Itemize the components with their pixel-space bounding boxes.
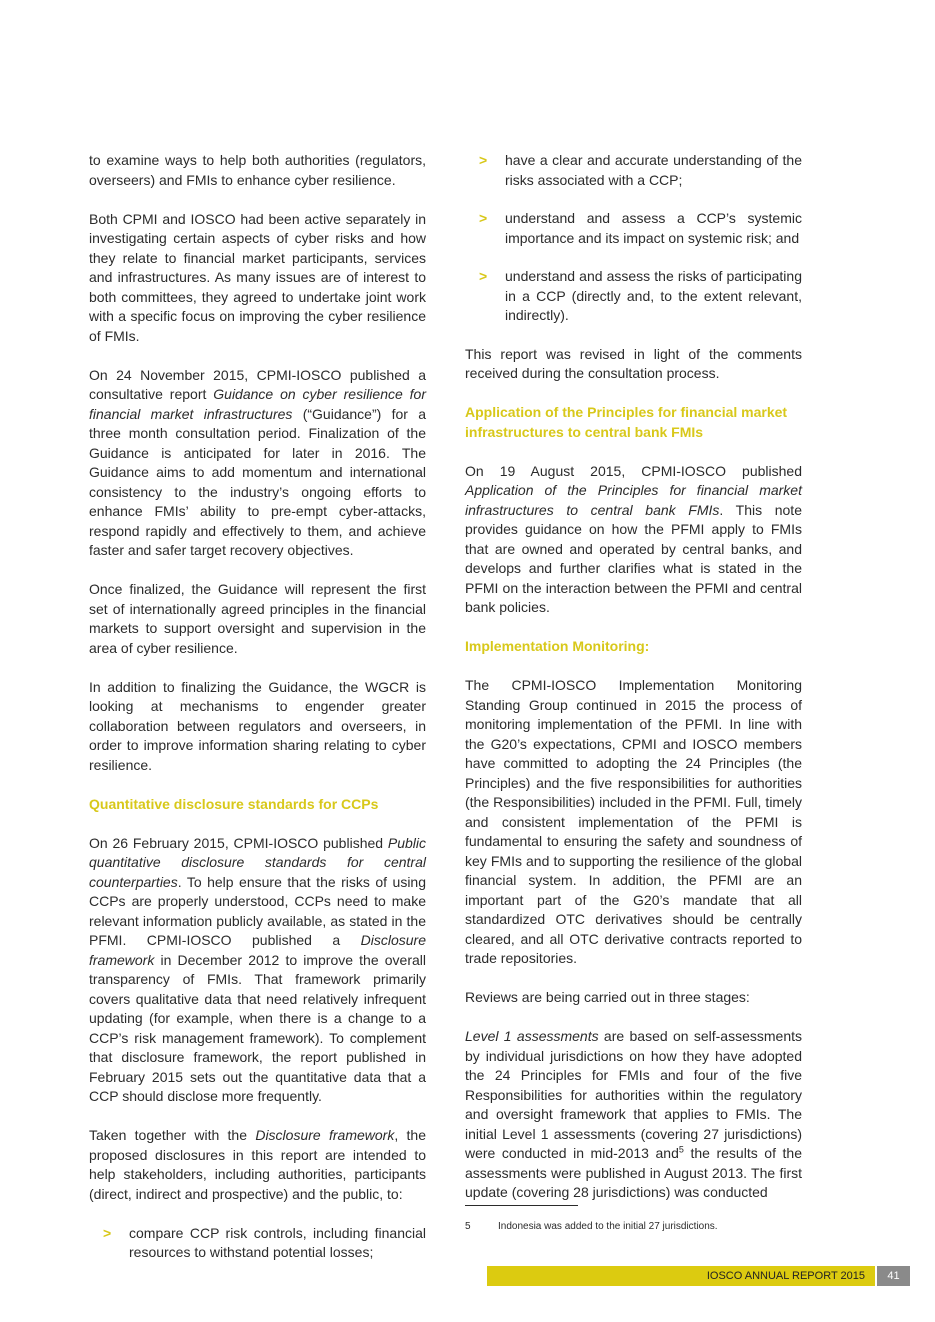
paragraph (465, 1027, 802, 1203)
bullet-text: compare CCP risk controls, including financial resources to withstand potential losses; (129, 1224, 426, 1260)
text-run: the results of the assessments were published in August 2013. The first update (covering 28 jurisdictions) was conducted (465, 1145, 802, 1200)
bullet-chevron-icon: > (479, 152, 488, 168)
paragraph: In addition to finalizing the Guidance, the WGCR is looking at mechanisms to engender greater collaboration between regulators and overseers, in order to improve information sharing relating to cyber resilience. (89, 678, 426, 773)
paragraph: This report was revised in light of the comments received during the consultation process. (465, 345, 802, 381)
term: Level 1 assessments (465, 1028, 599, 1044)
text-run: . To help ensure that the risks of using CCPs are properly understood, CCPs need to make relevant information publicly available, as stated in the PFMI. CPMI-IOSCO published a (89, 873, 426, 948)
text-run: are based on self-assessments by individual jurisdictions on how they have adopted the 24 Principles for FMIs and four of the five Responsibilities for authorities within the regulatory and oversight framework that applies to FMIs. The initial Level 1 assessments (covering 27 jurisdictions) were conducted in mid-2013 and (465, 1028, 803, 1161)
bullet-text: understand and assess the risks of participating in a CCP (directly and, to the extent relevant, indirectly). (505, 268, 802, 323)
text-run: Taken together with the (89, 1127, 256, 1143)
paragraph (89, 1126, 426, 1204)
paragraph (89, 366, 426, 561)
bullet-item (465, 209, 802, 248)
right-column (465, 151, 802, 1222)
text-run: . This note provides guidance on how the PFMI apply to FMIs that are owned and operated by central banks, and develops and further clarifies what is stated in the PFMI on the interaction between the PFMI and central bank policies. (465, 501, 802, 615)
bullet-text: understand and assess a CCP’s systemic importance and its impact on systemic risk; and (505, 210, 802, 246)
bullet-item (465, 267, 802, 326)
report-title: Disclosure framework (89, 932, 426, 968)
paragraph: Reviews are being carried out in three stages: (465, 989, 750, 1005)
page-number: 41 (877, 1266, 910, 1286)
bullet-item (89, 1224, 426, 1263)
section-heading: Application of the Principles for financial market infrastructures to central bank FMIs (465, 404, 788, 440)
bullet-chevron-icon: > (479, 210, 488, 226)
section-heading: Quantitative disclosure standards for CCPs (89, 795, 379, 812)
paragraph: Both CPMI and IOSCO had been active separately in investigating certain aspects of cyber risks and how they relate to financial market participants, services and infrastructures. As many issues are of interest to both committees, they agreed to undertake joint work with a specific focus on improving the cyber resilience of FMIs. (89, 210, 426, 344)
text-run: in December 2012 to improve the overall transparency of FMIs. That framework primarily covers qualitative data that need relatively infrequent updating (for example, when there is a change to a CCP’s risk management framework). To complement that disclosure framework, the report published in February 2015 sets out the quantitative data that a CCP should disclose more frequently. (89, 951, 426, 1104)
footnote-text: Indonesia was added to the initial 27 jurisdictions. (498, 1221, 718, 1232)
section-heading: Implementation Monitoring: (465, 638, 650, 654)
footer-bar (487, 1266, 875, 1286)
text-run: , the proposed disclosures in this report are intended to help stakeholders, including authorities, participants (direct, indirect and prospective) and the public, to: (89, 1127, 427, 1202)
paragraph: to examine ways to help both authorities (regulators, overseers) and FMIs to enhance cyber resilience. (89, 152, 426, 188)
paragraph (89, 834, 426, 1107)
text-run: On 19 August 2015, CPMI-IOSCO published (465, 462, 802, 479)
footnote-divider (465, 1205, 578, 1206)
report-title: Application of the Principles for financial market infrastructures to central bank FMIs (465, 482, 802, 518)
paragraph (465, 462, 802, 618)
bullet-chevron-icon: > (103, 1224, 112, 1241)
paragraph: The CPMI-IOSCO Implementation Monitoring Standing Group continued in 2015 the process of monitoring implementation of the PFMI. In line with the G20’s expectations, CPMI and IOSCO members have committed to adopting the 24 Principles (the Principles) and the five responsibilities for authorities (the Responsibilities) included in the PFMI. Full, timely and consistent implementation of the PFMI is fundamental to ensuring the safety and soundness of key FMIs and to supporting the resilience of the global financial system. In addition, the PFMI are an important part of the G20’s mandate that all standardized OTC derivatives should be centrally cleared, and all OTC derivative contracts reported to trade repositories. (465, 677, 802, 966)
report-title: Guidance on cyber resilience for financial market infrastructures (89, 386, 426, 422)
report-title: Disclosure framework (255, 1127, 395, 1143)
text-run: On 26 February 2015, CPMI-IOSCO published (89, 834, 388, 851)
bullet-text: have a clear and accurate understanding of the risks associated with a CCP; (505, 152, 802, 188)
footnote (465, 1221, 718, 1232)
footer-title: IOSCO ANNUAL REPORT 2015 (706, 1270, 865, 1282)
report-title: Public quantitative disclosure standards for central counterparties (89, 834, 426, 890)
footnote-reference[interactable]: 5 (678, 1144, 684, 1155)
bullet-item (465, 151, 802, 190)
footnote-number: 5 (465, 1221, 471, 1232)
paragraph: Once finalized, the Guidance will represent the first set of internationally agreed principles in the financial markets to support oversight and supervision in the area of cyber resilience. (89, 581, 426, 656)
left-column (89, 151, 426, 1282)
bullet-chevron-icon: > (479, 268, 488, 284)
text-run: On 24 November 2015, CPMI-IOSCO published a consultative report (89, 366, 426, 402)
text-run: (“Guidance”) for a three month consultation period. Finalization of the Guidance is anticipated for later in 2016. The Guidance aims to add momentum and international consistency to the industry’s ongoing efforts to enhance FMIs’ ability to pre-empt cyber-attacks, respond rapidly and effectively to them, and achieve faster and safer target recovery objectives. (89, 405, 426, 558)
